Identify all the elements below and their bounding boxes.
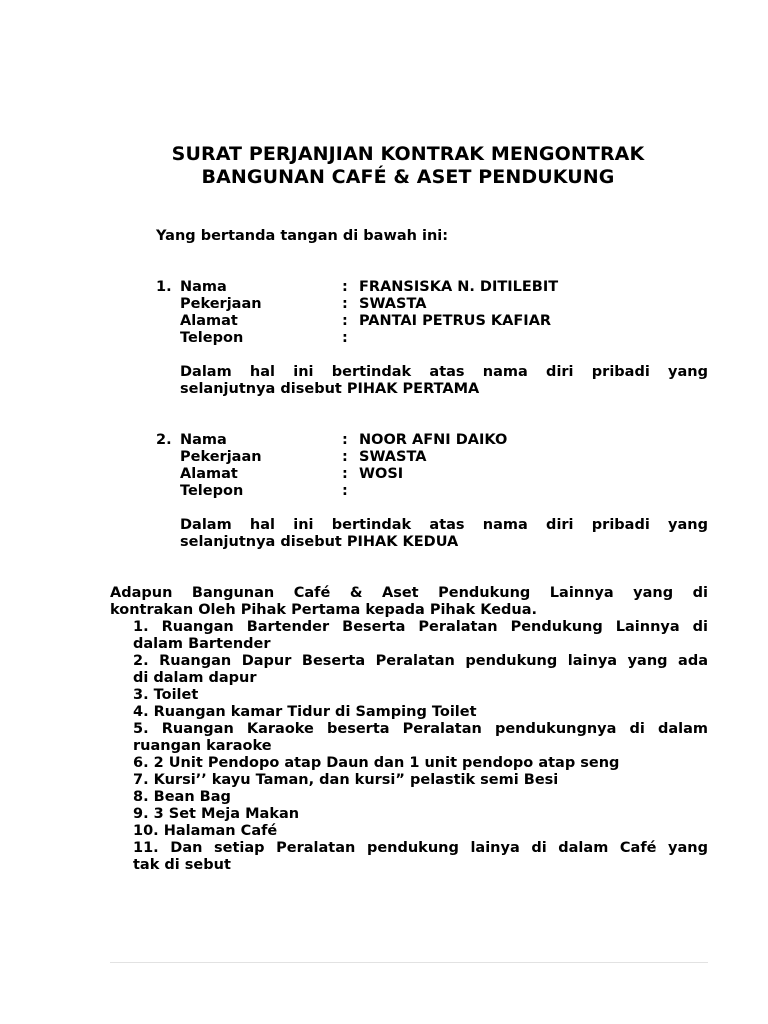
intro-text: Yang bertanda tangan di bawah ini: <box>156 228 449 244</box>
party-1 <box>156 279 708 398</box>
list-item-line: 11. Dan setiap Peralatan pendukung lainya di dalam Café yang <box>133 840 708 856</box>
list-item-line: 9. 3 Set Meja Makan <box>133 806 300 822</box>
field-colon: : <box>342 296 348 312</box>
field-colon: : <box>342 330 348 346</box>
party-1-field-nama <box>156 279 708 296</box>
list-item <box>133 704 708 721</box>
party-1-description <box>180 364 708 398</box>
field-colon: : <box>342 279 348 295</box>
party-2 <box>156 432 708 551</box>
field-label: Pekerjaan <box>180 449 262 465</box>
title-line-1: SURAT PERJANJIAN KONTRAK MENGONTRAK <box>171 143 645 165</box>
description-line-1: Dalam hal ini bertindak atas nama diri pribadi yang <box>180 517 708 533</box>
party-2-number: 2. <box>156 432 172 448</box>
list-item-line: 3. Toilet <box>133 687 199 703</box>
field-label: Pekerjaan <box>180 296 262 312</box>
party-2-field-nama <box>156 432 708 449</box>
field-label: Alamat <box>180 313 238 329</box>
field-value: PANTAI PETRUS KAFIAR <box>359 313 552 329</box>
party-2-field-telepon <box>156 483 708 500</box>
list-item-line: 10. Halaman Café <box>133 823 278 839</box>
list-item <box>133 653 708 687</box>
assets-intro-line-2: kontrakan Oleh Pihak Pertama kepada Pihak Kedua. <box>110 602 538 618</box>
list-item-line: 8. Bean Bag <box>133 789 231 805</box>
list-item <box>133 840 708 874</box>
list-item <box>133 806 708 823</box>
list-item <box>133 789 708 806</box>
list-item-line: 2. Ruangan Dapur Beserta Peralatan pendukung lainya yang ada <box>133 653 708 669</box>
list-item-continuation: dalam Bartender <box>133 636 271 652</box>
list-item <box>133 721 708 755</box>
party-1-number: 1. <box>156 279 172 295</box>
description-line-2: selanjutnya disebut PIHAK KEDUA <box>180 534 459 550</box>
list-item-line: 6. 2 Unit Pendopo atap Daun dan 1 unit pendopo atap seng <box>133 755 620 771</box>
field-label: Nama <box>180 432 227 448</box>
assets-intro-paragraph <box>110 585 708 619</box>
field-colon: : <box>342 449 348 465</box>
field-colon: : <box>342 483 348 499</box>
party-2-description <box>180 517 708 551</box>
list-item <box>133 619 708 653</box>
assets-intro-line-1: Adapun Bangunan Café & Aset Pendukung Lainnya yang di <box>110 585 708 601</box>
field-value: SWASTA <box>359 449 427 465</box>
list-item-line: 1. Ruangan Bartender Beserta Peralatan Pendukung Lainnya di <box>133 619 708 635</box>
list-item-continuation: ruangan karaoke <box>133 738 272 754</box>
field-label: Alamat <box>180 466 238 482</box>
field-colon: : <box>342 313 348 329</box>
description-line-1: Dalam hal ini bertindak atas nama diri pribadi yang <box>180 364 708 380</box>
assets-list <box>133 619 708 874</box>
list-item-line: 5. Ruangan Karaoke beserta Peralatan pendukungnya di dalam <box>133 721 708 737</box>
party-1-field-pekerjaan <box>156 296 708 313</box>
party-2-field-alamat <box>156 466 708 483</box>
list-item <box>133 823 708 840</box>
field-value: WOSI <box>359 466 404 482</box>
list-item-line: 4. Ruangan kamar Tidur di Samping Toilet <box>133 704 477 720</box>
field-label: Telepon <box>180 483 244 499</box>
description-line-2: selanjutnya disebut PIHAK PERTAMA <box>180 381 480 397</box>
party-1-field-telepon <box>156 330 708 347</box>
page-divider <box>110 962 708 963</box>
title-line-2: BANGUNAN CAFÉ & ASET PENDUKUNG <box>201 166 615 188</box>
field-label: Nama <box>180 279 227 295</box>
field-label: Telepon <box>180 330 244 346</box>
list-item <box>133 772 708 789</box>
party-1-field-alamat <box>156 313 708 330</box>
field-value: NOOR AFNI DAIKO <box>359 432 508 448</box>
list-item <box>133 755 708 772</box>
field-value: SWASTA <box>359 296 427 312</box>
list-item-line: 7. Kursi’’ kayu Taman, dan kursi” pelastik semi Besi <box>133 772 559 788</box>
field-value: FRANSISKA N. DITILEBIT <box>359 279 559 295</box>
field-colon: : <box>342 466 348 482</box>
document-title <box>100 143 716 189</box>
list-item <box>133 687 708 704</box>
list-item-continuation: tak di sebut <box>133 857 231 873</box>
party-2-field-pekerjaan <box>156 449 708 466</box>
field-colon: : <box>342 432 348 448</box>
list-item-continuation: di dalam dapur <box>133 670 257 686</box>
